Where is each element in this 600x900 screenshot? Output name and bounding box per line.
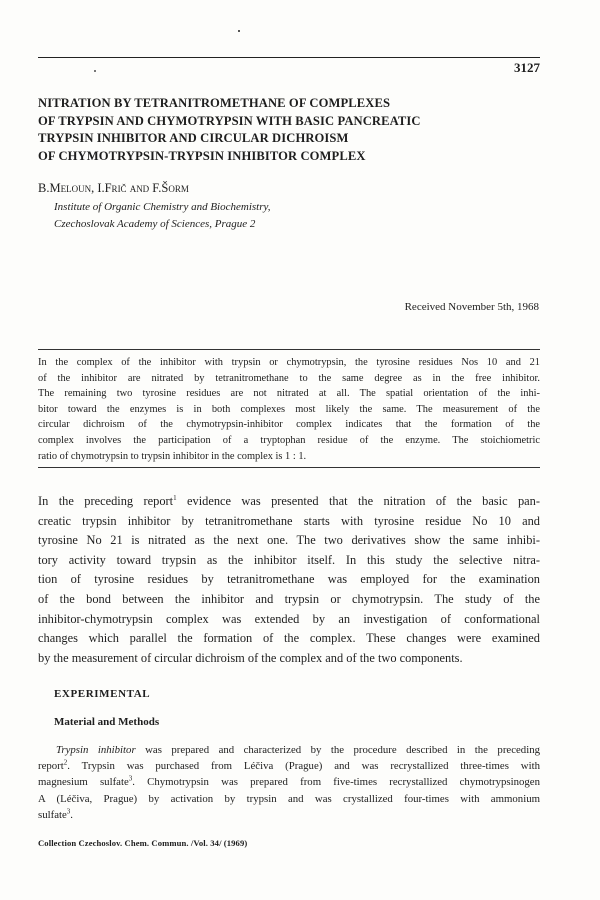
section-heading: EXPERIMENTAL bbox=[54, 688, 151, 700]
page-number: 3127 bbox=[514, 60, 540, 75]
abstract bbox=[38, 355, 540, 464]
methods-line bbox=[38, 758, 540, 774]
title-line: NITRATION BY TETRANITROMETHANE OF COMPLEXES bbox=[38, 96, 391, 110]
affiliation-line: Institute of Organic Chemistry and Biochemistry, bbox=[54, 201, 271, 213]
affiliation bbox=[54, 199, 271, 233]
citation-ref: 3 bbox=[128, 774, 133, 783]
introduction bbox=[38, 492, 540, 668]
methods-text bbox=[38, 742, 540, 823]
intro-line: tion of tyrosine residues by tetranitromethane was employed for the examination bbox=[38, 572, 540, 587]
methods-line bbox=[38, 807, 540, 823]
methods-text-run: report bbox=[38, 760, 64, 773]
abstract-line: circular dichroism of the chymotrypsin-inhibitor complex indicates that the formation of the bbox=[38, 419, 540, 431]
affiliation-line: Czechoslovak Academy of Sciences, Prague 2 bbox=[54, 218, 256, 230]
citation-ref: 2 bbox=[63, 758, 68, 767]
title-line: TRYPSIN INHIBITOR AND CIRCULAR DICHROISM bbox=[38, 131, 349, 145]
intro-line: by the measurement of circular dichroism of the complex and of the two components. bbox=[38, 650, 463, 665]
header-rule bbox=[38, 57, 540, 58]
methods-text-run: magnesium sulfate bbox=[38, 776, 129, 789]
abstract-line: In the complex of the inhibitor with trypsin or chymotrypsin, the tyrosine residues Nos 10 and 21 bbox=[38, 357, 540, 368]
abstract-line: complex involves the participation of a tryptophan residue of the enzyme. The stoichiometric bbox=[38, 434, 540, 446]
abstract-line: bitor toward the enzymes is in both complexes most likely the same. The measurement of the bbox=[38, 403, 540, 415]
intro-line: changes which parallel the formation of the complex. These changes were examined bbox=[38, 631, 540, 646]
methods-line bbox=[38, 774, 540, 790]
authors: B.Meloun, I.Frič and F.Šorm bbox=[38, 181, 189, 195]
abstract-rule-bottom bbox=[38, 467, 540, 468]
methods-text-run: . Trypsin was purchased from Léčiva (Prague) and was recrystallized three-times with bbox=[67, 760, 540, 773]
received-date: Received November 5th, 1968 bbox=[404, 301, 539, 313]
abstract-line: of the inhibitor are nitrated by tetranitromethane to the same degree as in the free inhibitor. bbox=[38, 372, 540, 384]
intro-text: evidence was presented that the nitration of the basic pan- bbox=[176, 494, 540, 508]
article-title bbox=[38, 95, 538, 165]
methods-text-run: sulfate bbox=[38, 808, 67, 821]
subsection-heading: Material and Methods bbox=[54, 716, 160, 728]
title-line: OF TRYPSIN AND CHYMOTRYPSIN WITH BASIC PANCREATIC bbox=[38, 113, 421, 128]
journal-footer: Collection Czechoslov. Chem. Commun. /Vol. 34/ (1969) bbox=[38, 838, 248, 848]
intro-line: of the bond between the inhibitor and trypsin or chymotrypsin. The study of the bbox=[38, 591, 540, 606]
methods-text-run: . Chymotrypsin was prepared from five-times recrystallized chymotrypsinogen bbox=[132, 776, 540, 789]
citation-ref: 3 bbox=[66, 807, 71, 816]
intro-line: creatic trypsin inhibitor by tetranitromethane starts with tyrosine residue No 10 and bbox=[38, 513, 540, 528]
intro-line bbox=[38, 492, 540, 512]
title-line: OF CHYMOTRYPSIN-TRYPSIN INHIBITOR COMPLEX bbox=[38, 148, 366, 163]
abstract-rule-top bbox=[38, 349, 540, 350]
methods-line bbox=[38, 742, 540, 758]
intro-text: In the preceding report bbox=[38, 494, 174, 508]
methods-text-run: . bbox=[70, 808, 73, 821]
methods-line: A (Léčiva, Prague) by activation by trypsin and was crystallized four-times with ammonium bbox=[38, 792, 540, 805]
abstract-line: The remaining two tyrosine residues are not nitrated at all. The spatial orientation of the inhi- bbox=[38, 388, 540, 400]
citation-ref: 1 bbox=[173, 493, 177, 502]
intro-line: tyrosine No 21 is nitrated as the next one. The two derivatives show the same inhibi- bbox=[38, 533, 540, 548]
italic-term: Trypsin inhibitor bbox=[56, 744, 136, 756]
scan-speck bbox=[238, 30, 240, 32]
methods-text-run: was prepared and characterized by the procedure described in the preceding bbox=[135, 744, 540, 756]
abstract-line: ratio of chymotrypsin to trypsin inhibitor in the complex is 1 : 1. bbox=[38, 450, 307, 462]
intro-line: inhibitor-chymotrypsin complex was extended by an investigation of conformational bbox=[38, 611, 540, 626]
scan-speck bbox=[94, 70, 96, 72]
intro-line: tory activity toward trypsin as the inhibitor itself. In this study the selective nitra- bbox=[38, 552, 540, 567]
